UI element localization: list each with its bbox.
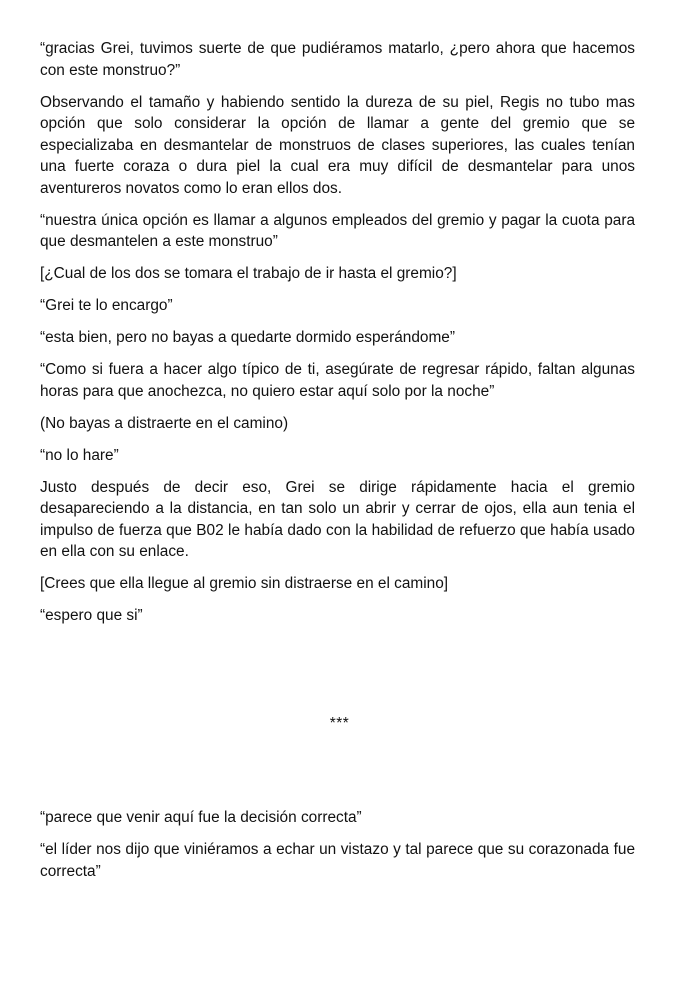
paragraph-dialogue: “el líder nos dijo que viniéramos a echar un vistazo y tal parece que su corazonada fue correcta” (40, 841, 635, 880)
paragraph-dialogue: “gracias Grei, tuvimos suerte de que pudiéramos matarlo, ¿pero ahora que hacemos con este monstruo?” (40, 40, 635, 79)
paragraph-dialogue: “esta bien, pero no bayas a quedarte dormido esperándome” (40, 329, 455, 346)
paragraph-dialogue: “Grei te lo encargo” (40, 297, 173, 314)
paragraph-telepathy: (No bayas a distraerte en el camino) (40, 414, 289, 432)
paragraph-narration: Observando el tamaño y habiendo sentido la dureza de su piel, Regis no tubo mas opción que solo considerar la opción de llamar a gente del gremio que se especializaba en desmantelar de monstruos de clases superiores, las cuales tenían una fuerte coraza o dura piel la cual era muy difícil de desmantelar para unos aventureros novatos como lo eran ellos dos. (40, 93, 635, 197)
paragraph-dialogue: “Como si fuera a hacer algo típico de ti, asegúrate de regresar rápido, faltan algunas horas para que anochezca, no quiero estar aquí solo por la noche” (40, 361, 635, 400)
paragraph-system-message: [Crees que ella llegue al gremio sin distraerse en el camino] (40, 575, 449, 592)
paragraph-system-message: [¿Cual de los dos se tomara el trabajo de ir hasta el gremio?] (40, 265, 457, 282)
paragraph-dialogue: “parece que venir aquí fue la decisión correcta” (40, 809, 362, 826)
paragraph-narration: Justo después de decir eso, Grei se dirige rápidamente hacia el gremio desapareciendo a la distancia, en tan solo un abrir y cerrar de ojos, ella aun tenia el impulso de fuerza que B02 le había dado con la habilidad de refuerzo que había usado en ella con su enlace. (40, 478, 635, 560)
scene-separator: *** (329, 714, 350, 732)
paragraph-dialogue: “espero que si” (40, 607, 143, 624)
paragraph-dialogue: “nuestra única opción es llamar a algunos empleados del gremio y pagar la cuota para que desmantelen a este monstruo” (40, 211, 635, 250)
paragraph-dialogue: “no lo hare” (40, 446, 119, 464)
document-page (40, 38, 635, 893)
